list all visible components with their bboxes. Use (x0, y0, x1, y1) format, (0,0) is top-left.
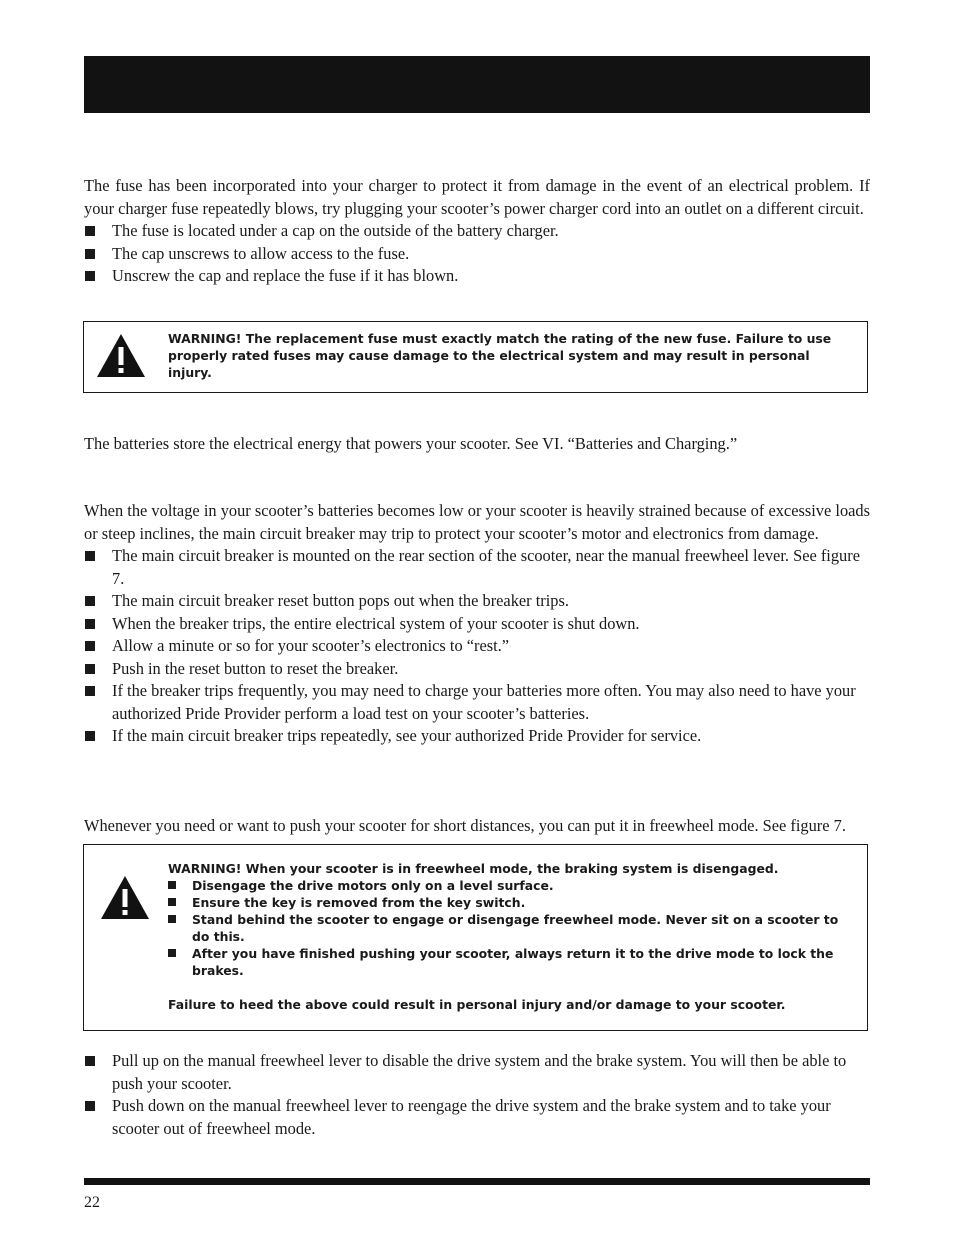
warning-item: Ensure the key is removed from the key switch. (168, 894, 843, 911)
list-item: If the breaker trips frequently, you may need to charge your batteries more often. You may also need to have your authorized Pride Provider perform a load test on your scooter’s batteries. (84, 680, 870, 725)
warning-triangle-icon (100, 875, 150, 920)
list-item: When the breaker trips, the entire electrical system of your scooter is shut down. (84, 613, 870, 636)
list-item: Allow a minute or so for your scooter’s electronics to “rest.” (84, 635, 870, 658)
bullet-square-icon (85, 551, 95, 561)
freewheel-warning-text (168, 860, 843, 1013)
freewheel-steps (84, 1050, 870, 1140)
bullet-square-icon (168, 898, 176, 906)
batteries-section (84, 433, 870, 456)
breaker-intro: When the voltage in your scooter’s batteries becomes low or your scooter is heavily strained because of excessive loads or steep inclines, the main circuit breaker may trip to protect your scooter’s motor and electronics from damage. (84, 501, 870, 543)
list-item: If the main circuit breaker trips repeatedly, see your authorized Pride Provider for service. (84, 725, 870, 748)
bullet-square-icon (85, 271, 95, 281)
bullet-square-icon (168, 949, 176, 957)
bullet-square-icon (85, 1101, 95, 1111)
warning-item: Disengage the drive motors only on a level surface. (168, 877, 843, 894)
breaker-section (84, 500, 870, 748)
fuse-warning-box (83, 321, 868, 393)
page-number: 22 (84, 1194, 100, 1211)
list-item: Push in the reset button to reset the breaker. (84, 658, 870, 681)
freewheel-intro: Whenever you need or want to push your scooter for short distances, you can put it in freewheel mode. See figure 7. (84, 816, 846, 835)
list-item: The fuse is located under a cap on the outside of the battery charger. (84, 220, 870, 243)
fuse-intro: The fuse has been incorporated into your charger to protect it from damage in the event of an electrical problem. If your charger fuse repeatedly blows, try plugging your scooter’s power charger cord into an outlet on a different circuit. (84, 176, 870, 218)
bullet-square-icon (85, 1056, 95, 1066)
bullet-square-icon (85, 249, 95, 259)
fuse-bullet-list (84, 220, 870, 288)
bullet-square-icon (168, 881, 176, 889)
fuse-warning-text: WARNING! The replacement fuse must exactly match the rating of the new fuse. Failure to use properly rated fuses may cause damage to the electrical system and may result in personal injury. (168, 331, 832, 380)
fuse-section (84, 175, 870, 288)
bullet-square-icon (85, 664, 95, 674)
footer-rule (84, 1178, 870, 1185)
bullet-square-icon (168, 915, 176, 923)
bullet-square-icon (85, 731, 95, 741)
list-item: The main circuit breaker reset button pops out when the breaker trips. (84, 590, 870, 613)
list-item: Push down on the manual freewheel lever to reengage the drive system and the brake system and to take your scooter out of freewheel mode. (84, 1095, 870, 1140)
list-item: The main circuit breaker is mounted on the rear section of the scooter, near the manual freewheel lever. See figure 7. (84, 545, 870, 590)
freewheel-section (84, 815, 870, 838)
list-item: Pull up on the manual freewheel lever to disable the drive system and the brake system. You will then be able to push your scooter. (84, 1050, 870, 1095)
list-item: Unscrew the cap and replace the fuse if it has blown. (84, 265, 870, 288)
header-bar (84, 56, 870, 113)
warning-triangle-icon (96, 333, 146, 378)
freewheel-bullet-list (84, 1050, 870, 1140)
warning-footer: Failure to heed the above could result in personal injury and/or damage to your scooter. (168, 997, 786, 1012)
bullet-square-icon (85, 596, 95, 606)
bullet-square-icon (85, 686, 95, 696)
bullet-square-icon (85, 619, 95, 629)
warning-item: After you have finished pushing your scooter, always return it to the drive mode to lock the brakes. (168, 945, 843, 979)
freewheel-warning-box (83, 844, 868, 1031)
warning-item: Stand behind the scooter to engage or disengage freewheel mode. Never sit on a scooter to do this. (168, 911, 843, 945)
bullet-square-icon (85, 641, 95, 651)
breaker-bullet-list (84, 545, 870, 748)
batteries-text: The batteries store the electrical energy that powers your scooter. See VI. “Batteries and Charging.” (84, 434, 738, 453)
bullet-square-icon (85, 226, 95, 236)
warning-heading: WARNING! When your scooter is in freewheel mode, the braking system is disengaged. (168, 861, 779, 876)
list-item: The cap unscrews to allow access to the fuse. (84, 243, 870, 266)
